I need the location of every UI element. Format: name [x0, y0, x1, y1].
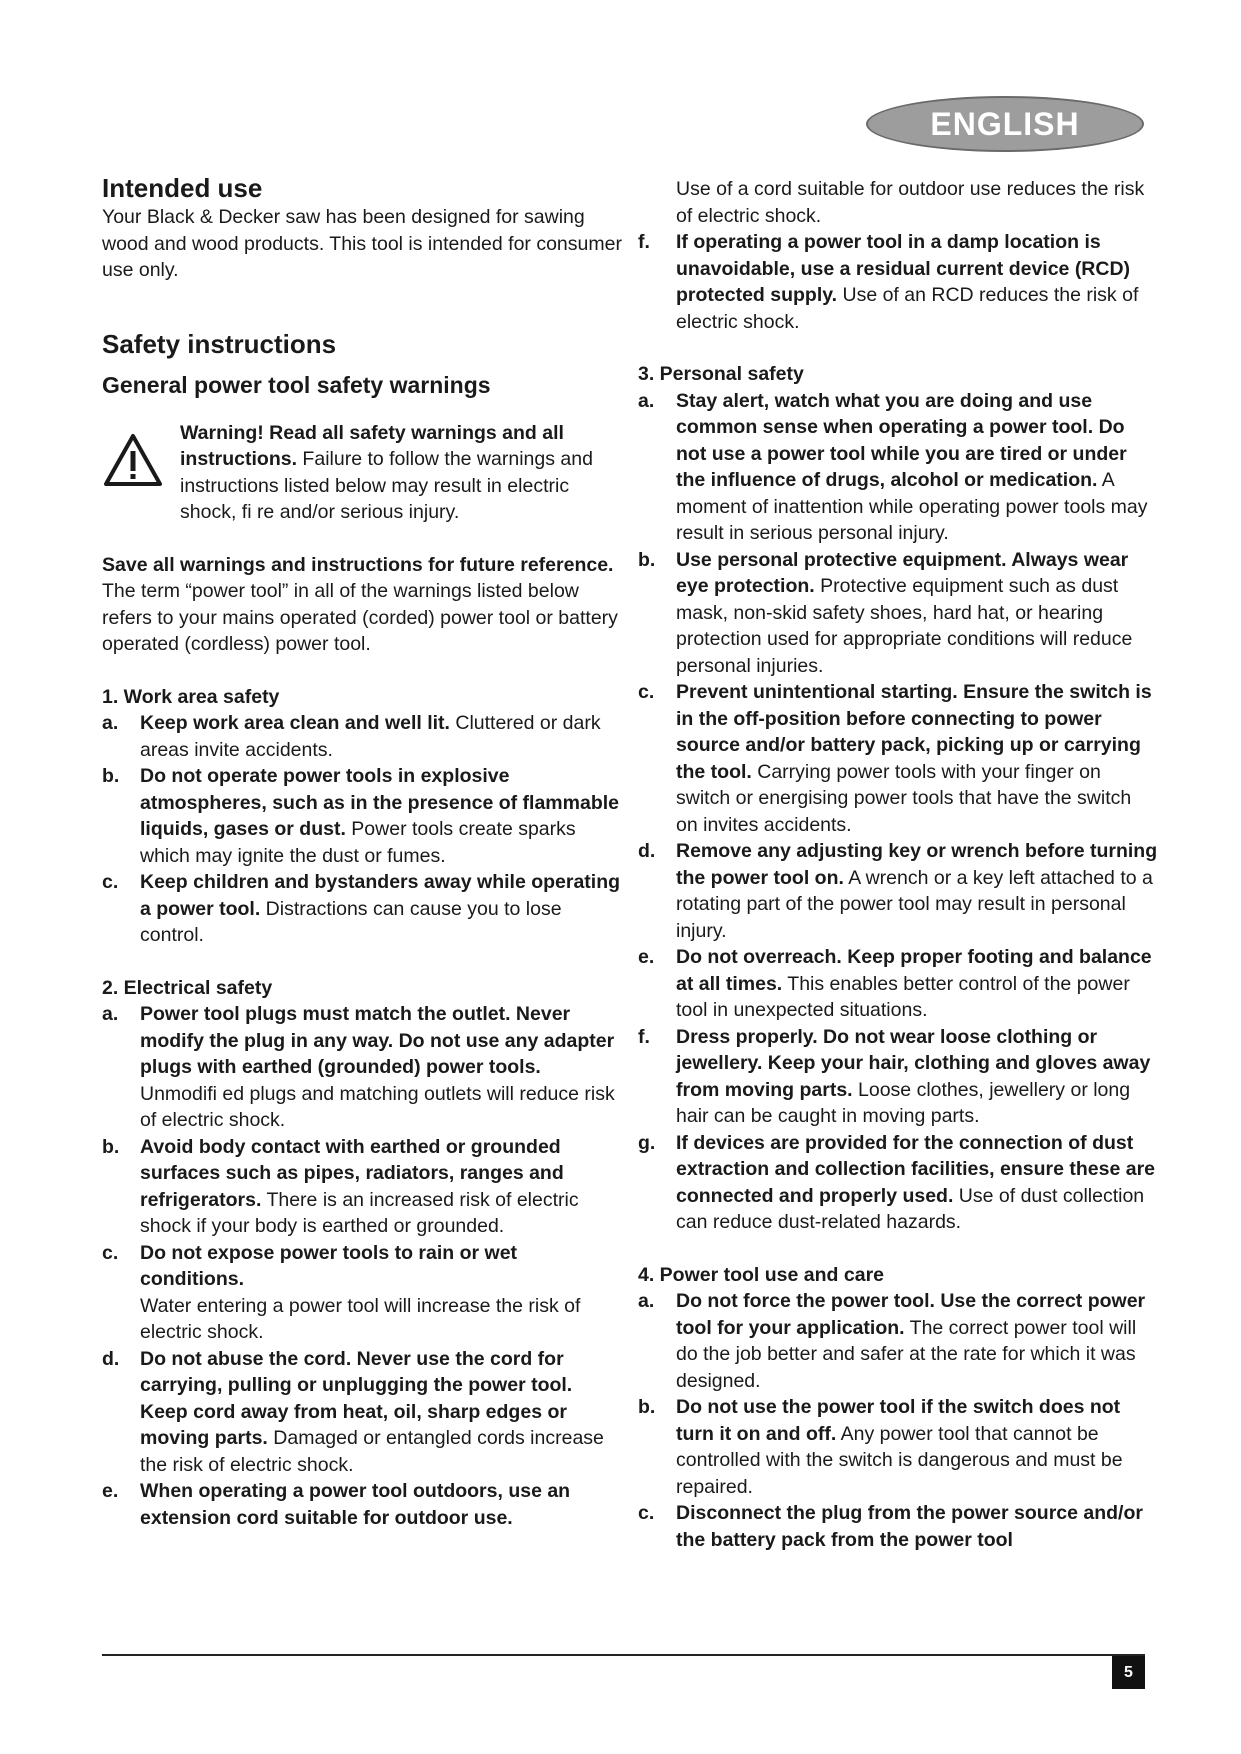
save-warnings: Save all warnings and instructions for future reference. [102, 553, 614, 576]
warning-text [180, 420, 622, 526]
page-number: 5 [1112, 1656, 1145, 1689]
item-label: g. [638, 1131, 656, 1154]
item-text: The correct power tool will do the job better and safer at the rate for which it was designed. [676, 1316, 1137, 1392]
item-bold: Power tool plugs must match the outlet. Never modify the plug in any way. Do not use any adapter plugs with earthed (grounded) power tools. [140, 1003, 615, 1078]
item-bold: Do not overreach. Keep proper footing and balance at all times. [676, 946, 1152, 995]
item-2e [102, 1478, 622, 1531]
intended-use-text: Your Black & Decker saw has been designed for sawing wood and wood products. This tool is intended for consumer use only. [102, 206, 622, 281]
item-label: d. [102, 1347, 120, 1370]
item-bold: Do not expose power tools to rain or wet conditions. [140, 1241, 518, 1290]
item-3c [638, 679, 1158, 838]
item-label: b. [638, 548, 656, 571]
section-4-title: 4. Power tool use and care [638, 1263, 884, 1286]
item-label: f. [638, 231, 650, 253]
item-text: Carrying power tools with your finger on switch or energising power tools that have the switch on invites accidents. [676, 760, 1132, 836]
item-bold: Remove any adjusting key or wrench before turning the power tool on. [676, 840, 1158, 889]
item-text: Unmodifi ed plugs and matching outlets will reduce risk of electric shock. [140, 1082, 615, 1131]
item-bold: Stay alert, watch what you are doing and use common sense when operating a power tool. Do not use a power tool while you are tired or under the influence of drugs, alcohol or medication. [676, 389, 1127, 491]
item-3b [638, 547, 1158, 680]
item-text: Damaged or entangled cords increase the risk of electric shock. [140, 1427, 604, 1476]
intended-use-title: Intended use [102, 173, 263, 203]
item-2b [102, 1134, 622, 1240]
general-warnings-title: General power tool safety warnings [102, 371, 491, 398]
item-text: Use of an RCD reduces the risk of electric shock. [676, 284, 1139, 333]
item-label: b. [638, 1396, 656, 1418]
item-3f [638, 1024, 1158, 1130]
item-bold: Use personal protective equipment. Always wear eye protection. [676, 548, 1129, 597]
item-3a [638, 388, 1158, 547]
footer-rule [102, 1654, 1145, 1656]
item-bold: Do not use the power tool if the switch does not turn it on and off. [676, 1396, 1121, 1445]
item-4c [638, 1500, 1158, 1553]
warning-bold: Warning! Read all safety warnings and all instructions. [180, 421, 564, 470]
item-3d [638, 838, 1158, 944]
item-bold: Do not abuse the cord. Never use the cord for carrying, pulling or unplugging the power tool. Keep cord away from heat, oil, sharp edges or moving parts. [140, 1347, 573, 1449]
item-bold: Prevent unintentional starting. Ensure the switch is in the off-position before connecting to power source and/or battery pack, picking up or carrying the tool. [676, 681, 1152, 783]
item-bold: Keep work area clean and well lit. [140, 712, 450, 734]
item-2d [102, 1346, 622, 1479]
safety-instructions-title: Safety instructions [102, 328, 337, 359]
item-label: e. [102, 1480, 119, 1502]
item-label: a. [102, 712, 119, 734]
warning-body: Failure to follow the warnings and instructions listed below may result in electric shock, fi re and/or serious injury. [180, 448, 593, 523]
item-label: e. [638, 946, 655, 968]
item-1a [102, 710, 622, 763]
item-text: A wrench or a key left attached to a rotating part of the power tool may result in personal injury. [676, 866, 1153, 942]
item-label: a. [638, 1290, 655, 1312]
left-column [102, 172, 622, 1531]
item-bold: Keep children and bystanders away while operating a power tool. [140, 871, 621, 920]
item-text: Power tools create sparks which may ignite the dust or fumes. [140, 818, 576, 867]
item-label: c. [102, 1241, 119, 1264]
item-2a [102, 1001, 622, 1134]
item-2c-text: Water entering a power tool will increase the risk of electric shock. [140, 1294, 581, 1343]
item-bold: Dress properly. Do not wear loose clothing or jewellery. Keep your hair, clothing and gloves away from moving parts. [676, 1025, 1151, 1101]
item-1b [102, 763, 622, 869]
item-4b [638, 1394, 1158, 1500]
item-label: c. [102, 871, 119, 893]
item-2e-text: Use of a cord suitable for outdoor use reduces the risk of electric shock. [676, 178, 1145, 227]
power-tool-term: The term “power tool” in all of the warnings listed below refers to your mains operated (corded) power tool or battery operated (cordless) power tool. [102, 580, 618, 655]
item-3g [638, 1130, 1158, 1236]
item-bold: Avoid body contact with earthed or grounded surfaces such as pipes, radiators, ranges and refrigerators. [140, 1135, 564, 1211]
section-2-title: 2. Electrical safety [102, 976, 273, 999]
item-4a [638, 1288, 1158, 1394]
item-2c [102, 1240, 622, 1293]
item-text: Distractions can cause you to lose control. [140, 897, 562, 946]
item-text: Use of dust collection can reduce dust-related hazards. [676, 1184, 1145, 1233]
language-badge: ENGLISH [866, 96, 1144, 152]
item-label: b. [102, 1135, 120, 1158]
item-bold: Do not force the power tool. Use the correct power tool for your application. [676, 1290, 1146, 1339]
section-1-title: 1. Work area safety [102, 685, 280, 708]
warning-block [102, 420, 622, 526]
item-label: a. [638, 389, 655, 412]
right-column [638, 176, 1158, 1553]
item-bold: If operating a power tool in a damp location is unavoidable, use a residual current device (RCD) protected supply. [676, 231, 1131, 306]
item-text: There is an increased risk of electric shock if your body is earthed or grounded. [140, 1188, 579, 1237]
item-label: d. [638, 840, 656, 862]
warning-triangle-icon [102, 420, 180, 526]
item-label: f. [638, 1025, 650, 1048]
item-label: a. [102, 1003, 119, 1025]
item-text: Cluttered or dark areas invite accidents. [140, 712, 601, 761]
item-text: Loose clothes, jewellery or long hair can be caught in moving parts. [676, 1078, 1131, 1127]
item-bold: If devices are provided for the connection of dust extraction and collection facilities, ensure these are connected and properly used. [676, 1131, 1156, 1207]
section-3-title: 3. Personal safety [638, 363, 804, 385]
item-3e [638, 944, 1158, 1024]
item-1c [102, 869, 622, 949]
item-label: c. [638, 1502, 655, 1524]
item-bold: When operating a power tool outdoors, use an extension cord suitable for outdoor use. [140, 1480, 571, 1529]
item-text: A moment of inattention while operating power tools may result in serious personal injury. [676, 469, 1148, 544]
item-label: c. [638, 681, 655, 703]
item-bold: Disconnect the plug from the power source and/or the battery pack from the power tool [676, 1502, 1143, 1551]
item-2f [638, 229, 1158, 335]
item-bold: Do not operate power tools in explosive atmospheres, such as in the presence of flammable liquids, gases or dust. [140, 765, 619, 840]
item-text: Protective equipment such as dust mask, non-skid safety shoes, hard hat, or hearing protection used for appropriate conditions will reduce personal injuries. [676, 575, 1133, 677]
item-text: Any power tool that cannot be controlled with the switch is dangerous and must be repaired. [676, 1422, 1123, 1498]
item-label: b. [102, 765, 120, 787]
item-text: This enables better control of the power tool in unexpected situations. [676, 972, 1130, 1021]
